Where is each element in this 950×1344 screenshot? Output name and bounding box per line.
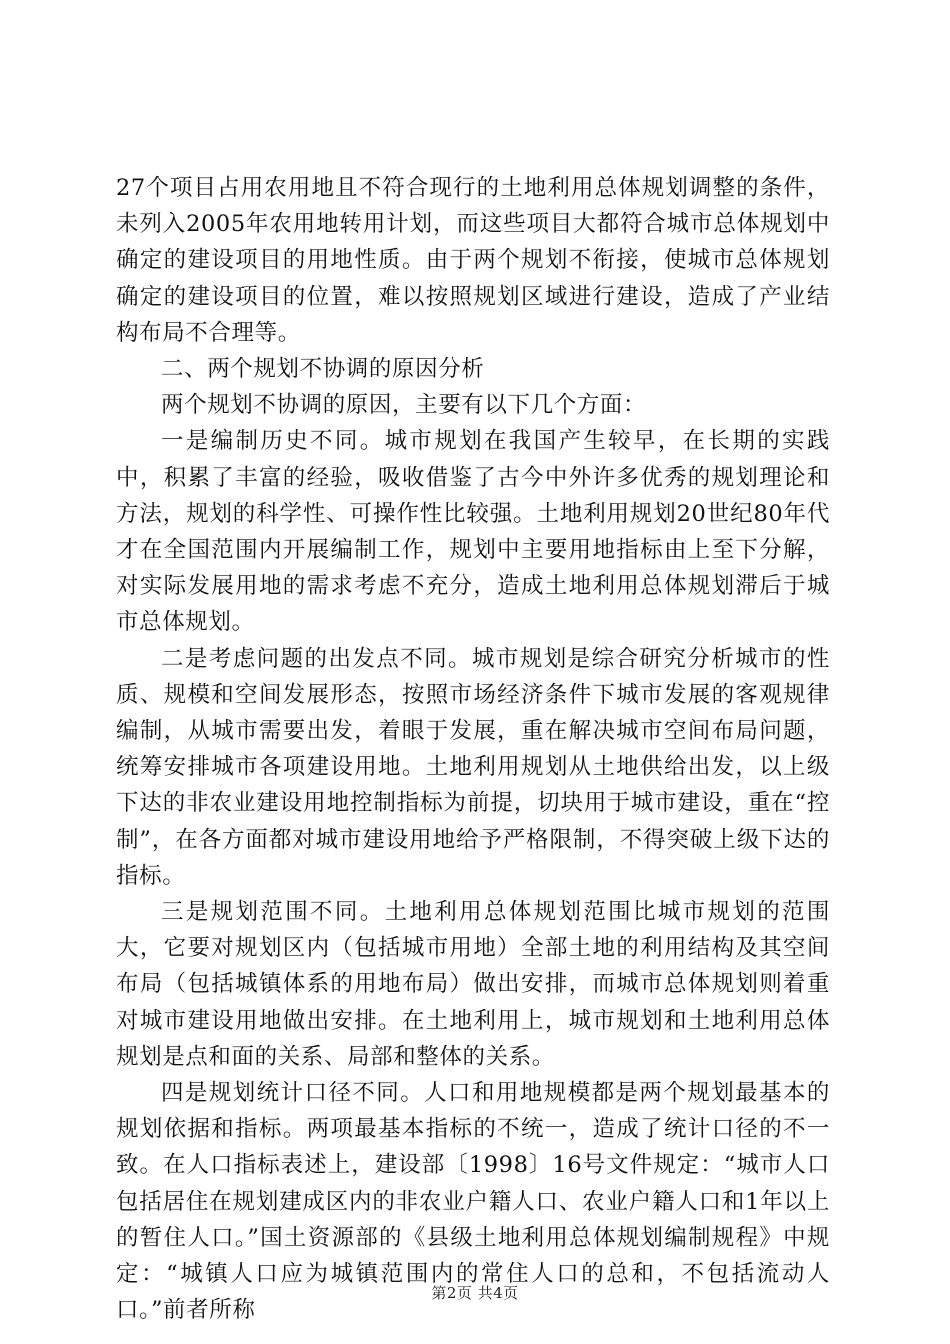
paragraph-point-two: 二是考虑问题的出发点不同。城市规划是综合研究分析城市的性质、规模和空间发展形态，按照市场经济条件下城市发展的客观规律编制，从城市需要出发，着眼于发展，重在解决城市空间布局问题，统筹安排城市各项建设用地。土地利用规划从土地供给出发，以上级下达的非农业建设用地控制指标为前提，切块用于城市建设，重在“控制”，在各方面都对城市建设用地给予严格限制，不得突破上级下达的指标。 — [116, 645, 830, 889]
section-heading: 二、两个规划不协调的原因分析 — [161, 356, 485, 383]
page-number-footer: 第2页 共4页 — [431, 1284, 519, 1302]
paragraph-point-three: 三是规划范围不同。土地利用总体规划范围比城市规划的范围大，它要对规划区内（包括城市用地）全部土地的利用结构及其空间布局（包括城镇体系的用地布局）做出安排，而城市总体规划则着重对城市建设用地做出安排。在土地利用上，城市规划和土地利用总体规划是点和面的关系、局部和整体的关系。 — [116, 899, 830, 1070]
paragraph-point-one: 一是编制历史不同。城市规划在我国产生较早，在长期的实践中，积累了丰富的经验，吸收借鉴了古今中外许多优秀的规划理论和方法，规划的科学性、可操作性比较强。土地利用规划20世纪80年代才在全国范围内开展编制工作，规划中主要用地指标由上至下分解，对实际发展用地的需求考虑不充分，造成土地利用总体规划滞后于城市总体规划。 — [116, 428, 830, 636]
document-body — [116, 170, 830, 1329]
paragraph-intro: 两个规划不协调的原因，主要有以下几个方面： — [161, 392, 647, 419]
paragraph-point-four: 四是规划统计口径不同。人口和用地规模都是两个规划最基本的规划依据和指标。两项最基本指标的不统一，造成了统计口径的不一致。在人口指标表述上，建设部〔1998〕16号文件规定：“城市人口包括居住在规划建成区内的非农业户籍人口、农业户籍人口和1年以上的暂住人口。”国土资源部的《县级土地利用总体规划编制规程》中规定：“城镇人口应为城镇范围内的常住人口的总和，不包括流动人口。”前者所称 — [116, 1080, 830, 1324]
paragraph-continued: 27个项目占用农用地且不符合现行的土地利用总体规划调整的条件，未列入2005年农用地转用计划，而这些项目大都符合城市总体规划中确定的建设项目的用地性质。由于两个规划不衔接，使城市总体规划确定的建设项目的位置，难以按照规划区域进行建设，造成了产业结构布局不合理等。 — [116, 175, 830, 346]
